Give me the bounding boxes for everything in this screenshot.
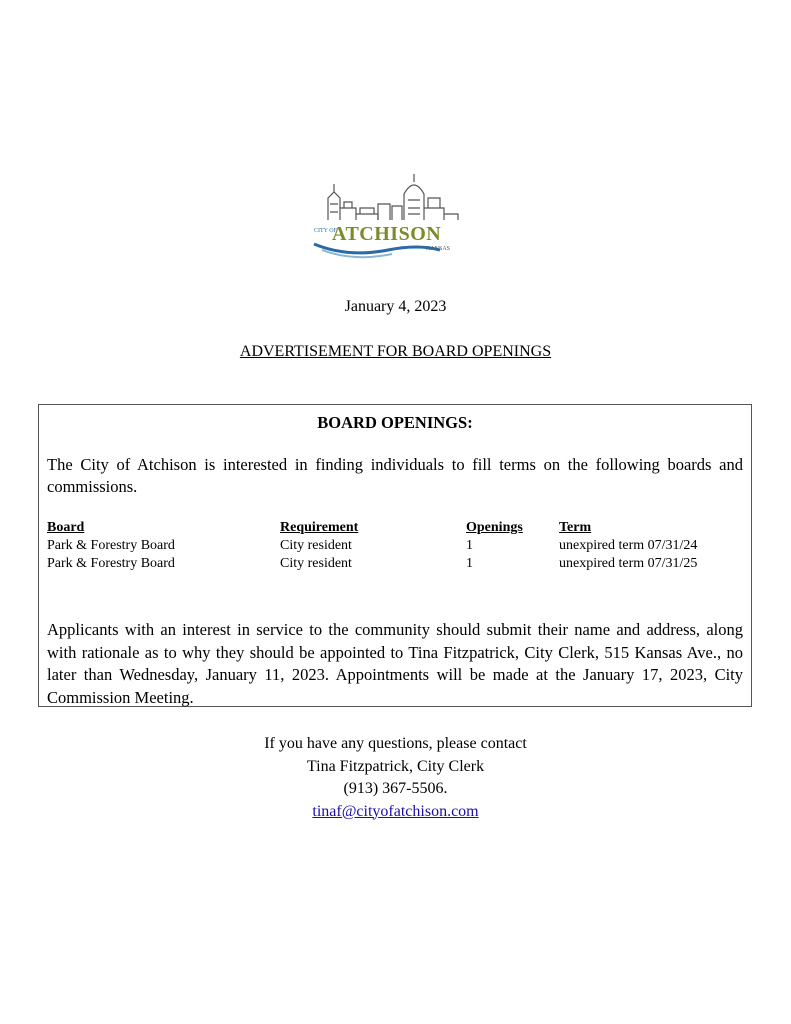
table-cell-board: Park & Forestry Board [47, 556, 175, 571]
contact-phone: (913) 367-5506. [343, 780, 448, 797]
table-cell-term: unexpired term 07/31/25 [559, 556, 698, 571]
table-header-board: Board [47, 520, 85, 535]
table-header-term: Term [559, 520, 592, 535]
logo-city-of-text: CITY OF [314, 228, 337, 234]
intro-paragraph: The City of Atchison is interested in finding individuals to fill terms on the following boards and commissions. [47, 455, 743, 496]
table-cell-openings: 1 [466, 556, 473, 571]
table-cell-requirement: City resident [280, 538, 352, 553]
document-heading: ADVERTISEMENT FOR BOARD OPENINGS [239, 343, 552, 360]
table-cell-term: unexpired term 07/31/24 [559, 538, 698, 553]
document-date: January 4, 2023 [344, 298, 447, 315]
table-header-openings: Openings [466, 520, 523, 535]
logo-name-text: ATCHISON [332, 223, 442, 245]
board-openings-box [38, 404, 752, 707]
atchison-logo-graphic [308, 168, 468, 268]
table-cell-requirement: City resident [280, 556, 352, 571]
city-of-atchison-logo [308, 168, 468, 268]
logo-state-text: KANSAS [426, 246, 451, 252]
table-cell-openings: 1 [466, 538, 473, 553]
table-header-requirement: Requirement [280, 520, 359, 535]
contact-name: Tina Fitzpatrick, City Clerk [306, 757, 485, 775]
application-paragraph: Applicants with an interest in service to the community should submit their name and address, along with rationale as to why they should be appointed to Tina Fitzpatrick, City Clerk, 515 Kansas Ave., no later than Wednesday, January 11, 2023. Appointments will be made at the January 17, 2023, City Commission Meeting. [47, 620, 743, 707]
contact-line-1: If you have any questions, please contact [264, 735, 527, 752]
box-title: BOARD OPENINGS: [317, 413, 473, 432]
contact-email-link[interactable]: tinaf@cityofatchison.com [312, 802, 479, 820]
contact-block [0, 733, 791, 823]
table-cell-board: Park & Forestry Board [47, 538, 175, 553]
